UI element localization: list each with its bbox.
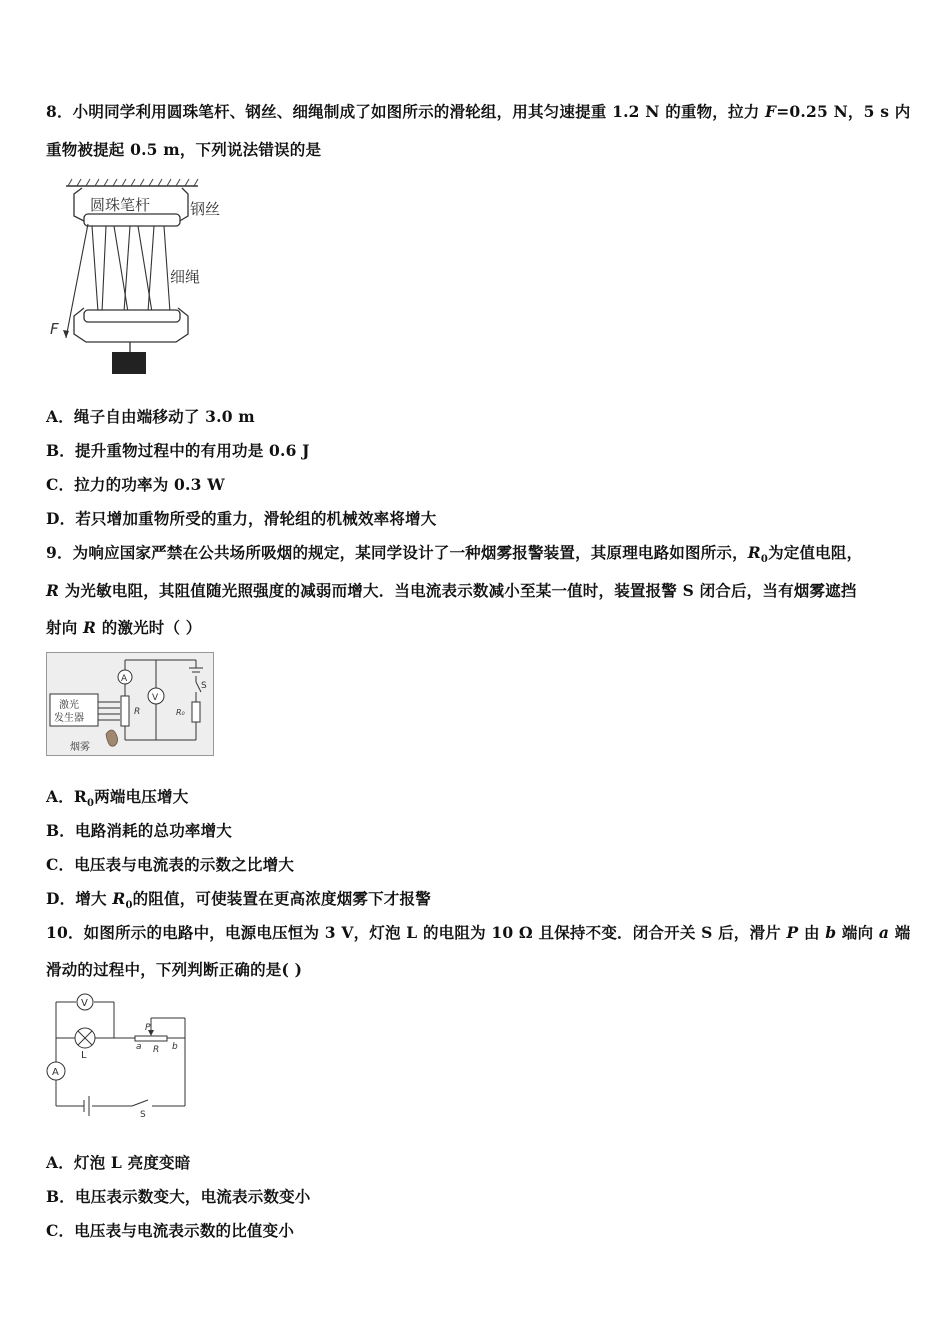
- q9-smoke-label: 烟雾: [70, 742, 90, 753]
- q10-voltmeter-label: V: [81, 998, 88, 1009]
- q10-stem-line-1: 10．如图所示的电路中，电源电压恒为 3 V，灯泡 L 的电阻为 10 Ω 且保持不变．闭合开关 S 后，滑片 P 由 b 端向 a 端: [46, 923, 911, 942]
- q9-stem-line-2: R 为光敏电阻，其阻值随光照强度的减弱而增大．当电流表示数减小至某一值时，装置报警 S 闭合后，当有烟雾遮挡: [46, 581, 857, 600]
- q9-stem-line-3: 射向 R 的激光时（ ）: [46, 618, 202, 637]
- q9-stem-line-1: 9．为响应国家严禁在公共场所吸烟的规定，某同学设计了一种烟雾报警装置，其原理电路如图所示，$R_0$为定值电阻，: [46, 543, 863, 566]
- q9-option-b: B．电路消耗的总功率增大: [46, 821, 233, 840]
- q8-label-pen: 圆珠笔杆: [90, 196, 151, 214]
- q8-label-force: F: [50, 320, 59, 338]
- q9-option-d: D．增大 $R_0$的阻值，可使装置在更高浓度烟雾下才报警: [46, 889, 431, 912]
- q10-rheostat-circuit-figure: [40, 990, 192, 1120]
- q8-option-d: D．若只增加重物所受的重力，滑轮组的机械效率将增大: [46, 509, 437, 528]
- q9-voltmeter-label: V: [152, 693, 159, 703]
- q8-option-a: A．绳子自由端移动了 3.0 m: [46, 407, 255, 426]
- q10-end-a-label: a: [136, 1042, 142, 1052]
- q10-option-b: B．电压表示数变大，电流表示数变小: [46, 1187, 311, 1206]
- q10-switch-label: S: [140, 1110, 146, 1120]
- q8-label-rope: 细绳: [170, 268, 201, 286]
- q10-option-c: C．电压表与电流表示数的比值变小: [46, 1221, 295, 1240]
- q9-laser-label-1: 激光: [59, 700, 79, 711]
- q9-option-a: A．$R_0$两端电压增大: [46, 787, 189, 810]
- q8-option-c: C．拉力的功率为 0.3 W: [46, 475, 225, 494]
- q8-pulley-figure: [44, 176, 244, 381]
- q10-stem-line-2: 滑动的过程中，下列判断正确的是( ): [46, 960, 303, 979]
- q8-stem-line-1: 8．小明同学利用圆珠笔杆、钢丝、细绳制成了如图所示的滑轮组，用其匀速提重 1.2 N 的重物，拉力 F=0.25 N，5 s 内: [46, 102, 911, 121]
- q10-slider-label: P: [145, 1023, 151, 1033]
- q9-switch-label: S: [201, 681, 207, 691]
- q9-laser-label-2: 发生器: [54, 713, 84, 724]
- q8-label-wire: 钢丝: [190, 200, 221, 218]
- q8-weight-block: [112, 352, 146, 374]
- q9-ammeter-label: A: [121, 674, 128, 684]
- q9-alarm-circuit-figure: [46, 652, 214, 756]
- q9-resistor-r: R: [134, 707, 141, 717]
- q10-ammeter-label: A: [52, 1067, 59, 1078]
- q10-end-b-label: b: [172, 1042, 178, 1052]
- q10-option-a: A．灯泡 L 亮度变暗: [46, 1153, 191, 1172]
- q9-option-c: C．电压表与电流表的示数之比增大: [46, 855, 295, 874]
- q8-option-b: B．提升重物过程中的有用功是 0.6 J: [46, 441, 310, 460]
- q10-rheostat-label: R: [153, 1045, 160, 1055]
- q8-stem-line-2: 重物被提起 0.5 m，下列说法错误的是: [46, 140, 322, 159]
- q10-lamp-label: L: [81, 1050, 87, 1061]
- q9-fixed-resistor-label: R₀: [176, 708, 185, 717]
